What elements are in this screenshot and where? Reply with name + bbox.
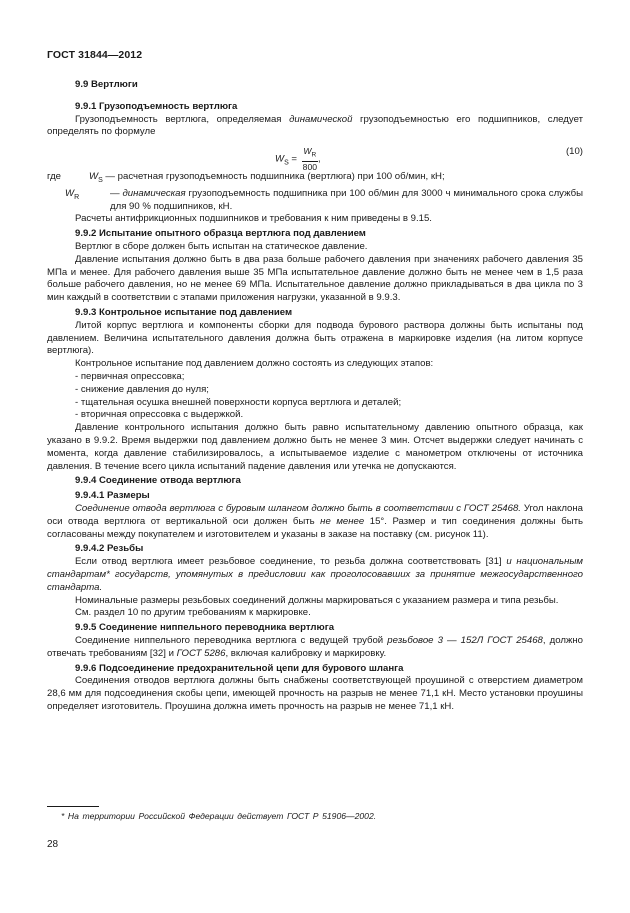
paragraph-nipple-sub: Соединение ниппельного переводника вертлюга с ведущей трубой резьбовое 3 — 152Л ГОСТ 25468, должно отвечать требованиям [32] и ГОСТ 5286, включая калибровку и маркировку. xyxy=(47,634,583,659)
formula-fraction: $\frac{W_R}{800}$ xyxy=(302,146,318,172)
paragraph-outlet-connection: Соединение отвода вертлюга с буровым шлангом должно быть в соответствии с ГОСТ 25468. Угол наклона оси отвода вертлюга от вертикальной оси должен быть не менее 15°. Размер и тип соединения должны быть согласованы между покупателем и изготовителем и указаны в заказе на поставку (см. рисунок 11). xyxy=(47,503,584,540)
footnote-divider xyxy=(47,806,99,807)
section-heading-9-9-1: 9.9.1 Грузоподъемность вертлюга xyxy=(75,100,238,112)
paragraph-threads: Если отвод вертлюга имеет резьбовое соединение, то резьба должна соответствовать [31] и национальным стандартам* государств, упомянутых в предисловии как проголосовавших за принятие межгосударственного стандарта. xyxy=(47,556,584,593)
paragraph-see-section-10: См. раздел 10 по другим требованиям к маркировке. xyxy=(75,607,311,619)
section-heading-9-9-4: 9.9.4 Соединение отвода вертлюга xyxy=(75,475,241,487)
paragraph-calculations: Расчеты антифрикционных подшипников и требования к ним приведены в 9.15. xyxy=(75,213,432,225)
list-item: - снижение давления до нуля; xyxy=(75,383,209,395)
where-definition-ws: где $W_S$ — расчетная грузоподъемность подшипника (вертлюга) при 100 об/мин, кН; xyxy=(47,171,445,185)
list-item: - первичная опрессовка; xyxy=(75,371,185,383)
paragraph-thread-marking: Номинальные размеры резьбовых соединений должны маркироваться с указанием размера и типа резьбы. xyxy=(75,594,559,606)
section-heading-9-9-4-2: 9.9.4.2 Резьбы xyxy=(75,543,144,555)
formula-expression: $W_S$ = $\frac{W_R}{800}$ , xyxy=(275,146,321,172)
footnote: * На территории Российской Федерации действует ГОСТ Р 51906—2002. xyxy=(61,811,377,821)
paragraph-test-pressure: Давление испытания должно быть в два раза больше рабочего давления при значениях рабочего давления 35 МПа и менее. Для рабочего давления выше 35 МПа испытательное давление должно быть не менее чем в 1,5 раза больше рабочего давления, но не менее 69 МПа. Испытательное давление должно прикладываться в два цикла по 3 мин каждый в соответствии с этапами приложения нагрузки, указанной в 9.9.3. xyxy=(47,253,583,304)
section-heading-9-9-6: 9.9.6 Подсоединение предохранительной цепи для бурового шланга xyxy=(75,662,404,674)
where-definition-wr: $W_R$ — динамическая грузоподъемность подшипника при 100 об/мин для 3000 ч минимального срока службы для 90 % подшипников, кН. xyxy=(65,187,583,212)
list-item: - вторичная опрессовка с выдержкой. xyxy=(75,409,244,421)
paragraph-stages-intro: Контрольное испытание под давлением должно состоять из следующих этапов: xyxy=(75,358,434,370)
section-heading-9-9-3: 9.9.3 Контрольное испытание под давлением xyxy=(75,307,293,319)
page-content xyxy=(47,79,583,714)
section-heading-9-9-4-1: 9.9.4.1 Размеры xyxy=(75,490,150,502)
paragraph-cast-body: Литой корпус вертлюга и компоненты сборки для подвода бурового раствора должны быть испытаны под давлением. Величина испытательного давления должна быть отражена в маркировке изделия (на литом корпусе вертлюга). xyxy=(47,319,583,357)
list-item: - тщательная осушка внешней поверхности корпуса вертлюга и деталей; xyxy=(75,396,402,408)
equation-number: (10) xyxy=(565,146,583,158)
section-heading-9-9-2: 9.9.2 Испытание опытного образца вертлюга под давлением xyxy=(75,228,366,240)
document-header: ГОСТ 31844—2012 xyxy=(47,49,143,61)
formula-10 xyxy=(47,140,583,170)
paragraph-safety-chain: Соединения отводов вертлюга должны быть снабжены соответствующей проушиной с отверстием диаметром 28,6 мм для подсоединения скобы цепи, имеющей прочность на разрыв не менее 71,1 кН. Место установки проушины определяет изготовитель. Проушина должна иметь прочность на разрыв не менее 71,1 кН. xyxy=(47,675,583,712)
section-heading-9-9: 9.9 Вертлюги xyxy=(75,79,138,90)
section-heading-9-9-5: 9.9.5 Соединение ниппельного переводника вертлюга xyxy=(75,622,335,634)
page-number: 28 xyxy=(47,839,59,850)
paragraph-control-pressure: Давление контрольного испытания должно быть равно испытательному давлению опытного образца, как указано в 9.9.2. Время выдержки под давлением должно быть не менее 3 мин. Отсчет выдержки следует начинать с момента, когда давление стабилизировалось, а испытываемое изделие с манометром отключены от источника давления. В течение всего цикла испытаний падение давления или утечка не допускаются. xyxy=(47,422,583,472)
paragraph-static-pressure: Вертлюг в сборе должен быть испытан на статическое давление. xyxy=(75,241,368,253)
paragraph-load-capacity: Грузоподъемность вертлюга, определяемая динамической грузоподъемностью его подшипников, следует определять по формуле xyxy=(47,113,583,138)
